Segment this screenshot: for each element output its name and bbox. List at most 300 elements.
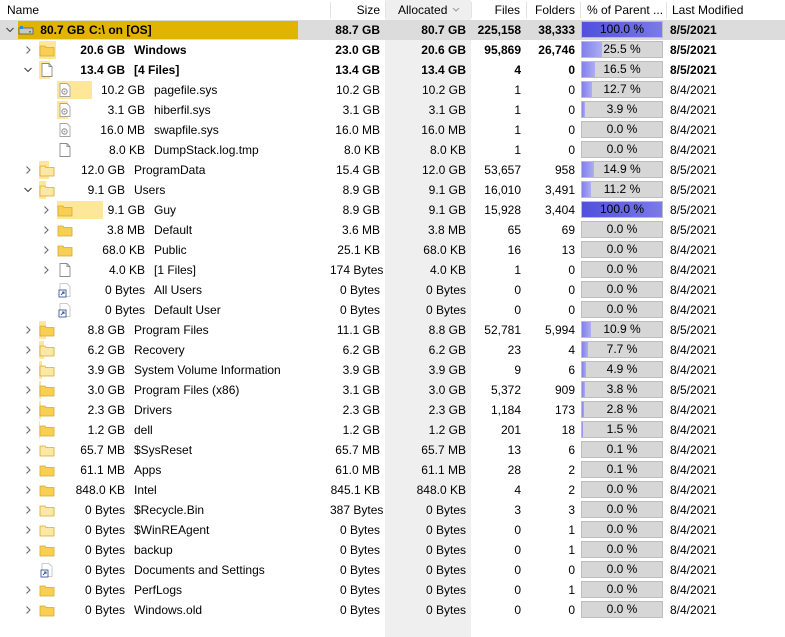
chevron-right-icon[interactable] bbox=[23, 324, 33, 336]
chevron-right-icon[interactable] bbox=[23, 44, 33, 56]
tree-row[interactable] bbox=[0, 60, 785, 80]
item-name: Program Files (x86) bbox=[134, 383, 240, 397]
allocated-cell: 0 Bytes bbox=[425, 543, 466, 557]
folders-cell: 0 bbox=[568, 303, 575, 317]
last-modified-cell: 8/4/2021 bbox=[670, 483, 717, 497]
size-cell: 10.2 GB bbox=[335, 83, 380, 97]
percent-of-parent-bar bbox=[581, 461, 663, 478]
percent-of-parent-bar bbox=[581, 161, 663, 178]
percent-text: 0.0 % bbox=[606, 262, 638, 276]
last-modified-cell: 8/5/2021 bbox=[670, 63, 717, 77]
folders-cell: 0 bbox=[568, 603, 575, 617]
item-name: Default User bbox=[154, 303, 221, 317]
last-modified-cell: 8/4/2021 bbox=[670, 243, 717, 257]
chevron-right-icon[interactable] bbox=[23, 404, 33, 416]
allocated-cell: 80.7 GB bbox=[421, 23, 466, 37]
size-cell: 2.3 GB bbox=[342, 403, 380, 417]
allocated-cell: 0 Bytes bbox=[425, 283, 466, 297]
chevron-right-icon[interactable] bbox=[23, 364, 33, 376]
column-divider[interactable] bbox=[666, 2, 667, 18]
percent-of-parent-bar bbox=[581, 201, 663, 218]
chevron-right-icon[interactable] bbox=[41, 224, 51, 236]
tree-row[interactable] bbox=[0, 460, 785, 480]
folders-cell: 69 bbox=[561, 223, 575, 237]
percent-of-parent-bar bbox=[581, 241, 663, 258]
item-name: [1 Files] bbox=[154, 263, 197, 277]
files-cell: 201 bbox=[500, 423, 521, 437]
folders-cell: 0 bbox=[568, 63, 575, 77]
allocated-cell: 0 Bytes bbox=[425, 583, 466, 597]
chevron-right-icon[interactable] bbox=[23, 604, 33, 616]
tree-row[interactable] bbox=[0, 560, 785, 580]
percent-text: 25.5 % bbox=[603, 42, 641, 56]
files-cell: 16,010 bbox=[484, 183, 521, 197]
percent-of-parent-bar bbox=[581, 81, 663, 98]
folders-cell: 38,333 bbox=[538, 23, 575, 37]
chevron-right-icon[interactable] bbox=[41, 264, 51, 276]
chevron-right-icon[interactable] bbox=[23, 584, 33, 596]
folders-cell: 3,491 bbox=[544, 183, 575, 197]
item-name: [4 Files] bbox=[134, 63, 180, 77]
files-cell: 1 bbox=[514, 83, 521, 97]
size-label: 4.0 KB bbox=[108, 263, 145, 277]
last-modified-cell: 8/4/2021 bbox=[670, 123, 717, 137]
percent-text: 10.9 % bbox=[603, 322, 641, 336]
tree-row[interactable] bbox=[0, 420, 785, 440]
files-cell: 15,928 bbox=[484, 203, 521, 217]
file-icon bbox=[57, 262, 73, 278]
files-cell: 16 bbox=[507, 243, 521, 257]
chevron-right-icon[interactable] bbox=[23, 484, 33, 496]
last-modified-cell: 8/4/2021 bbox=[670, 443, 717, 457]
tree-row[interactable] bbox=[0, 20, 785, 40]
allocated-cell: 4.0 KB bbox=[429, 263, 466, 277]
system-file-icon bbox=[57, 102, 73, 118]
size-label: 80.7 GB bbox=[40, 23, 85, 37]
percent-text: 0.0 % bbox=[606, 142, 638, 156]
tree-row[interactable] bbox=[0, 400, 785, 420]
tree-row[interactable] bbox=[0, 340, 785, 360]
size-cell: 3.1 GB bbox=[342, 103, 380, 117]
tree-row[interactable] bbox=[0, 240, 785, 260]
size-cell: 0 Bytes bbox=[339, 283, 380, 297]
allocated-cell: 61.1 MB bbox=[421, 463, 466, 477]
allocated-cell: 0 Bytes bbox=[425, 303, 466, 317]
percent-of-parent-bar bbox=[581, 181, 663, 198]
allocated-cell: 0 Bytes bbox=[425, 523, 466, 537]
item-name: PerfLogs bbox=[134, 583, 183, 597]
size-cell: 23.0 GB bbox=[335, 43, 380, 57]
folders-cell: 26,746 bbox=[538, 43, 575, 57]
size-cell: 25.1 KB bbox=[337, 243, 380, 257]
folder-icon bbox=[57, 242, 73, 258]
files-cell: 23 bbox=[507, 343, 521, 357]
size-cell: 61.0 MB bbox=[335, 463, 380, 477]
last-modified-cell: 8/4/2021 bbox=[670, 523, 717, 537]
tree-row[interactable] bbox=[0, 540, 785, 560]
folders-cell: 13 bbox=[561, 243, 575, 257]
tree-row[interactable] bbox=[0, 100, 785, 120]
tree-row[interactable] bbox=[0, 160, 785, 180]
last-modified-cell: 8/4/2021 bbox=[670, 503, 717, 517]
size-label: 848.0 KB bbox=[75, 483, 125, 497]
allocated-cell: 0 Bytes bbox=[425, 603, 466, 617]
tree-row[interactable] bbox=[0, 220, 785, 240]
percent-text: 100.0 % bbox=[599, 202, 645, 216]
last-modified-cell: 8/4/2021 bbox=[670, 143, 717, 157]
tree-row[interactable] bbox=[0, 480, 785, 500]
percent-text: 0.1 % bbox=[606, 462, 638, 476]
percent-text: 0.0 % bbox=[606, 222, 638, 236]
percent-text: 0.0 % bbox=[606, 482, 638, 496]
allocated-cell: 10.2 GB bbox=[421, 83, 466, 97]
allocated-cell: 9.1 GB bbox=[428, 203, 466, 217]
tree-row[interactable] bbox=[0, 380, 785, 400]
tree-row[interactable] bbox=[0, 520, 785, 540]
folders-cell: 0 bbox=[568, 83, 575, 97]
tree-row[interactable] bbox=[0, 180, 785, 200]
percent-of-parent-bar bbox=[581, 421, 663, 438]
chevron-right-icon[interactable] bbox=[41, 244, 51, 256]
folders-cell: 0 bbox=[568, 263, 575, 277]
item-name: backup bbox=[134, 543, 173, 557]
size-label: 2.3 GB bbox=[87, 403, 125, 417]
last-modified-cell: 8/4/2021 bbox=[670, 603, 717, 617]
tree-row[interactable] bbox=[0, 300, 785, 320]
tree-row[interactable] bbox=[0, 580, 785, 600]
percent-of-parent-bar bbox=[581, 21, 663, 38]
size-cell: 8.0 KB bbox=[343, 143, 380, 157]
files-cell: 13 bbox=[507, 443, 521, 457]
folders-cell: 18 bbox=[561, 423, 575, 437]
size-label: 13.4 GB bbox=[80, 63, 125, 77]
column-header-last-modified[interactable]: Last Modified bbox=[672, 3, 744, 17]
size-label: 12.0 GB bbox=[80, 163, 125, 177]
percent-text: 0.1 % bbox=[606, 442, 638, 456]
size-label: 0 Bytes bbox=[84, 583, 125, 597]
size-label: 8.0 KB bbox=[108, 143, 145, 157]
chevron-down-icon[interactable] bbox=[23, 64, 33, 76]
chevron-right-icon[interactable] bbox=[23, 524, 33, 536]
percent-of-parent-bar bbox=[581, 121, 663, 138]
item-name: Recovery bbox=[134, 343, 185, 357]
files-cell: 0 bbox=[514, 603, 521, 617]
size-label: 6.2 GB bbox=[87, 343, 125, 357]
files-cell: 4 bbox=[514, 483, 521, 497]
last-modified-cell: 8/4/2021 bbox=[670, 583, 717, 597]
size-label: 3.9 GB bbox=[87, 363, 125, 377]
size-label: 3.0 GB bbox=[87, 383, 125, 397]
size-label: 0 Bytes bbox=[104, 283, 145, 297]
allocated-cell: 3.8 MB bbox=[427, 223, 466, 237]
percent-of-parent-bar bbox=[581, 341, 663, 358]
percent-of-parent-bar bbox=[581, 141, 663, 158]
allocated-cell: 20.6 GB bbox=[421, 43, 466, 57]
size-cell: 8.9 GB bbox=[342, 183, 380, 197]
size-cell: 0 Bytes bbox=[339, 543, 380, 557]
tree-row[interactable] bbox=[0, 40, 785, 60]
folders-cell: 4 bbox=[568, 343, 575, 357]
last-modified-cell: 8/4/2021 bbox=[670, 103, 717, 117]
files-cell: 0 bbox=[514, 583, 521, 597]
item-name: $Recycle.Bin bbox=[134, 503, 205, 517]
percent-text: 11.2 % bbox=[603, 182, 641, 196]
files-cell: 0 bbox=[514, 543, 521, 557]
size-cell: 0 Bytes bbox=[339, 603, 380, 617]
last-modified-cell: 8/4/2021 bbox=[670, 563, 717, 577]
column-header-allocated[interactable]: Allocated bbox=[398, 3, 448, 17]
chevron-right-icon[interactable] bbox=[23, 544, 33, 556]
percent-text: 0.0 % bbox=[606, 582, 638, 596]
files-cell: 1 bbox=[514, 263, 521, 277]
last-modified-cell: 8/4/2021 bbox=[670, 543, 717, 557]
size-label: 8.8 GB bbox=[87, 323, 125, 337]
size-label: 0 Bytes bbox=[84, 523, 125, 537]
chevron-right-icon[interactable] bbox=[23, 464, 33, 476]
item-name: Drivers bbox=[134, 403, 172, 417]
percent-text: 14.9 % bbox=[603, 162, 641, 176]
percent-of-parent-bar bbox=[581, 41, 663, 58]
system-file-icon bbox=[57, 82, 73, 98]
files-cell: 225,158 bbox=[477, 23, 521, 37]
chevron-right-icon[interactable] bbox=[23, 384, 33, 396]
column-header bbox=[0, 0, 785, 20]
item-name: Users bbox=[134, 183, 166, 197]
folders-cell: 2 bbox=[568, 483, 575, 497]
item-name: swapfile.sys bbox=[154, 123, 219, 137]
tree-row[interactable] bbox=[0, 140, 785, 160]
item-name: Program Files bbox=[134, 323, 209, 337]
tree-row[interactable] bbox=[0, 280, 785, 300]
percent-of-parent-bar bbox=[581, 261, 663, 278]
allocated-cell: 848.0 KB bbox=[416, 483, 466, 497]
size-cell: 3.9 GB bbox=[342, 363, 380, 377]
last-modified-cell: 8/4/2021 bbox=[670, 283, 717, 297]
tree-row[interactable] bbox=[0, 600, 785, 620]
item-name: Documents and Settings bbox=[134, 563, 265, 577]
folders-cell: 6 bbox=[568, 363, 575, 377]
column-divider[interactable] bbox=[385, 2, 386, 18]
percent-text: 1.5 % bbox=[606, 422, 638, 436]
percent-text: 0.0 % bbox=[606, 542, 638, 556]
size-cell: 3.1 GB bbox=[342, 383, 380, 397]
last-modified-cell: 8/5/2021 bbox=[670, 323, 717, 337]
allocated-cell: 3.0 GB bbox=[428, 383, 466, 397]
percent-of-parent-bar bbox=[581, 561, 663, 578]
tree-row[interactable] bbox=[0, 500, 785, 520]
item-name: hiberfil.sys bbox=[154, 103, 211, 117]
chevron-right-icon[interactable] bbox=[23, 444, 33, 456]
last-modified-cell: 8/4/2021 bbox=[670, 303, 717, 317]
chevron-right-icon[interactable] bbox=[23, 164, 33, 176]
percent-text: 2.8 % bbox=[606, 402, 638, 416]
last-modified-cell: 8/4/2021 bbox=[670, 423, 717, 437]
item-name: C:\ on [OS] bbox=[89, 23, 152, 37]
files-cell: 0 bbox=[514, 563, 521, 577]
percent-of-parent-bar bbox=[581, 481, 663, 498]
percent-text: 100.0 % bbox=[599, 22, 645, 36]
chevron-down-icon[interactable] bbox=[23, 184, 33, 196]
shortcut-icon bbox=[57, 302, 73, 318]
percent-of-parent-bar bbox=[581, 361, 663, 378]
size-label: 61.1 MB bbox=[80, 463, 125, 477]
files-cell: 52,781 bbox=[484, 323, 521, 337]
allocated-cell: 12.0 GB bbox=[421, 163, 466, 177]
percent-of-parent-bar bbox=[581, 321, 663, 338]
percent-text: 3.8 % bbox=[606, 382, 638, 396]
files-cell: 28 bbox=[507, 463, 521, 477]
allocated-cell: 9.1 GB bbox=[428, 183, 466, 197]
size-label: 1.2 GB bbox=[87, 423, 125, 437]
last-modified-cell: 8/5/2021 bbox=[670, 223, 717, 237]
item-name: $WinREAgent bbox=[134, 523, 210, 537]
folders-cell: 5,994 bbox=[544, 323, 575, 337]
item-name: DumpStack.log.tmp bbox=[154, 143, 259, 157]
chevron-right-icon[interactable] bbox=[23, 504, 33, 516]
column-header-size[interactable]: Size bbox=[356, 3, 380, 17]
folders-cell: 3,404 bbox=[544, 203, 575, 217]
files-cell: 1 bbox=[514, 143, 521, 157]
size-label: 0 Bytes bbox=[104, 303, 145, 317]
last-modified-cell: 8/5/2021 bbox=[670, 383, 717, 397]
size-label: 20.6 GB bbox=[80, 43, 125, 57]
percent-of-parent-bar bbox=[581, 501, 663, 518]
folders-cell: 1 bbox=[568, 583, 575, 597]
percent-text: 0.0 % bbox=[606, 562, 638, 576]
percent-of-parent-bar bbox=[581, 521, 663, 538]
files-cell: 0 bbox=[514, 523, 521, 537]
size-cell: 387 Bytes bbox=[330, 503, 384, 517]
percent-of-parent-bar bbox=[581, 61, 663, 78]
size-cell: 0 Bytes bbox=[339, 583, 380, 597]
shortcut-icon bbox=[57, 282, 73, 298]
folder-icon bbox=[57, 202, 73, 218]
size-cell: 8.9 GB bbox=[342, 203, 380, 217]
allocated-cell: 8.8 GB bbox=[428, 323, 466, 337]
tree-row[interactable] bbox=[0, 200, 785, 220]
chevron-right-icon[interactable] bbox=[41, 204, 51, 216]
column-header-name[interactable]: Name bbox=[7, 3, 40, 17]
column-header-files[interactable]: Files bbox=[494, 3, 520, 17]
size-cell: 3.6 MB bbox=[341, 223, 380, 237]
folder-icon bbox=[57, 222, 73, 238]
folders-cell: 909 bbox=[554, 383, 575, 397]
percent-text: 0.0 % bbox=[606, 302, 638, 316]
allocated-cell: 0 Bytes bbox=[425, 503, 466, 517]
percent-text: 0.0 % bbox=[606, 242, 638, 256]
item-name: dell bbox=[134, 423, 153, 437]
size-label: 0 Bytes bbox=[84, 603, 125, 617]
folders-cell: 958 bbox=[554, 163, 575, 177]
system-file-icon bbox=[57, 122, 73, 138]
last-modified-cell: 8/4/2021 bbox=[670, 363, 717, 377]
size-label: 0 Bytes bbox=[84, 563, 125, 577]
size-label: 68.0 KB bbox=[102, 243, 145, 257]
files-cell: 3 bbox=[514, 503, 521, 517]
folders-cell: 173 bbox=[554, 403, 575, 417]
percent-of-parent-bar bbox=[581, 381, 663, 398]
percent-text: 0.0 % bbox=[606, 522, 638, 536]
column-divider[interactable] bbox=[580, 2, 581, 18]
size-label: 3.1 GB bbox=[107, 103, 145, 117]
last-modified-cell: 8/4/2021 bbox=[670, 343, 717, 357]
item-name: Intel bbox=[134, 483, 157, 497]
last-modified-cell: 8/4/2021 bbox=[670, 403, 717, 417]
files-cell: 0 bbox=[514, 283, 521, 297]
size-label: 0 Bytes bbox=[84, 543, 125, 557]
allocated-cell: 13.4 GB bbox=[421, 63, 466, 77]
last-modified-cell: 8/5/2021 bbox=[670, 163, 717, 177]
allocated-cell: 2.3 GB bbox=[428, 403, 466, 417]
allocated-cell: 68.0 KB bbox=[423, 243, 466, 257]
chevron-right-icon[interactable] bbox=[23, 344, 33, 356]
size-label: 0 Bytes bbox=[84, 503, 125, 517]
files-cell: 0 bbox=[514, 303, 521, 317]
size-label: 16.0 MB bbox=[100, 123, 145, 137]
files-cell: 1 bbox=[514, 123, 521, 137]
last-modified-cell: 8/5/2021 bbox=[670, 183, 717, 197]
last-modified-cell: 8/5/2021 bbox=[670, 43, 717, 57]
files-cell: 4 bbox=[514, 63, 521, 77]
allocated-cell: 0 Bytes bbox=[425, 563, 466, 577]
size-label: 10.2 GB bbox=[100, 83, 145, 97]
allocated-cell: 16.0 MB bbox=[421, 123, 466, 137]
tree-row[interactable] bbox=[0, 120, 785, 140]
last-modified-cell: 8/5/2021 bbox=[670, 23, 717, 37]
percent-of-parent-bar bbox=[581, 581, 663, 598]
size-label: 9.1 GB bbox=[87, 183, 125, 197]
folders-cell: 0 bbox=[568, 123, 575, 137]
size-cell: 845.1 KB bbox=[330, 483, 380, 497]
column-header-folders[interactable]: Folders bbox=[534, 3, 575, 17]
tree-row[interactable] bbox=[0, 80, 785, 100]
sort-descending-icon[interactable] bbox=[452, 7, 460, 13]
allocated-cell: 1.2 GB bbox=[428, 423, 466, 437]
folders-cell: 1 bbox=[568, 543, 575, 557]
last-modified-cell: 8/4/2021 bbox=[670, 263, 717, 277]
tree-row[interactable] bbox=[0, 440, 785, 460]
percent-text: 16.5 % bbox=[603, 62, 641, 76]
column-header-percent[interactable]: % of Parent ... bbox=[587, 3, 664, 17]
folders-cell: 0 bbox=[568, 143, 575, 157]
size-cell: 15.4 GB bbox=[335, 163, 380, 177]
folders-cell: 2 bbox=[568, 463, 575, 477]
percent-of-parent-bar bbox=[581, 601, 663, 618]
item-name: System Volume Information bbox=[134, 363, 281, 377]
item-name: ProgramData bbox=[134, 163, 206, 177]
item-name: All Users bbox=[154, 283, 203, 297]
files-cell: 95,869 bbox=[484, 43, 521, 57]
files-cell: 1,184 bbox=[490, 403, 521, 417]
chevron-right-icon[interactable] bbox=[23, 424, 33, 436]
tree-row[interactable] bbox=[0, 360, 785, 380]
size-cell: 88.7 GB bbox=[335, 23, 380, 37]
percent-of-parent-bar bbox=[581, 301, 663, 318]
last-modified-cell: 8/4/2021 bbox=[670, 83, 717, 97]
tree-row[interactable] bbox=[0, 260, 785, 280]
percent-text: 3.9 % bbox=[606, 102, 638, 116]
files-cell: 5,372 bbox=[490, 383, 521, 397]
percent-text: 0.0 % bbox=[606, 602, 638, 616]
size-cell: 65.7 MB bbox=[335, 443, 380, 457]
tree-row[interactable] bbox=[0, 320, 785, 340]
percent-text: 7.7 % bbox=[606, 342, 638, 356]
files-cell: 65 bbox=[507, 223, 521, 237]
size-cell: 174 Bytes bbox=[330, 263, 384, 277]
item-name: pagefile.sys bbox=[154, 83, 218, 97]
size-cell: 0 Bytes bbox=[339, 523, 380, 537]
size-cell: 0 Bytes bbox=[339, 303, 380, 317]
